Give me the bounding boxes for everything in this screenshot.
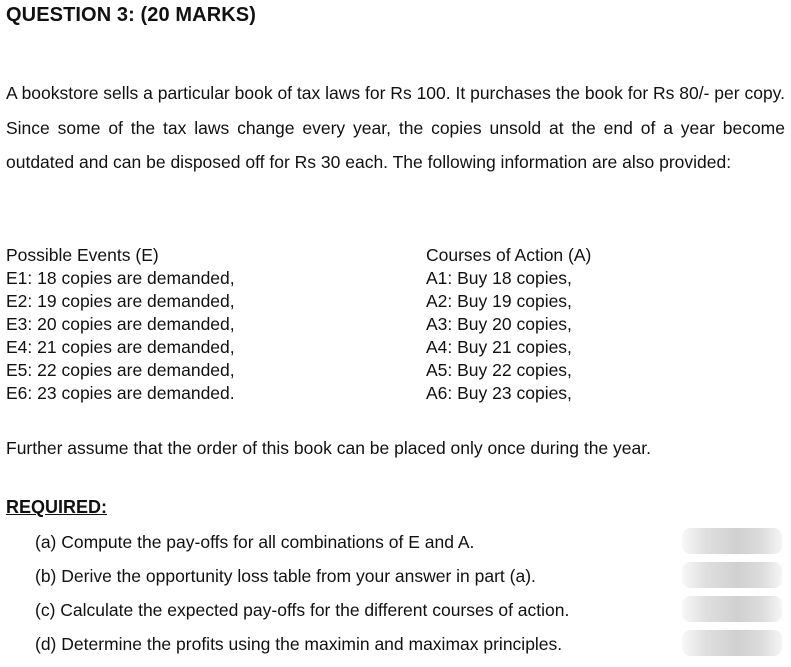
event-item: E2: 19 copies are demanded, — [6, 291, 235, 311]
events-heading: Possible Events (E) — [6, 245, 159, 265]
required-heading: REQUIRED: — [6, 497, 108, 517]
further-assumption: Further assume that the order of this book can be placed only once during the year. — [6, 438, 651, 458]
event-item: E5: 22 copies are demanded, — [6, 360, 235, 380]
required-list — [35, 531, 569, 667]
action-item: A4: Buy 21 copies, — [426, 337, 572, 357]
action-item: A6: Buy 23 copies, — [426, 383, 572, 403]
action-item: A2: Buy 19 copies, — [426, 291, 572, 311]
actions-column — [426, 244, 591, 405]
action-item: A1: Buy 18 copies, — [426, 268, 572, 288]
actions-heading: Courses of Action (A) — [426, 245, 592, 265]
action-item: A5: Buy 22 copies, — [426, 360, 572, 380]
blurred-marks — [682, 630, 782, 656]
blurred-marks — [682, 562, 782, 588]
blurred-marks — [682, 528, 782, 554]
question-title: QUESTION 3: (20 MARKS) — [6, 4, 257, 26]
blurred-marks — [682, 596, 782, 622]
blurred-marks-column — [682, 528, 782, 664]
event-item: E6: 23 copies are demanded. — [6, 383, 235, 403]
event-item: E3: 20 copies are demanded, — [6, 314, 235, 334]
required-item-c: (c) Calculate the expected pay-offs for the different courses of action. — [35, 600, 570, 620]
required-item-a: (a) Compute the pay-offs for all combinations of E and A. — [35, 532, 475, 552]
event-item: E4: 21 copies are demanded, — [6, 337, 235, 357]
events-column — [6, 244, 235, 405]
action-item: A3: Buy 20 copies, — [426, 314, 572, 334]
question-paragraph: A bookstore sells a particular book of tax laws for Rs 100. It purchases the book for Rs 80/- per copy. Since some of the tax laws change every year, the copies unsold at the end of a year become outdated and can be disposed off for Rs 30 each. The following information are also provided: — [6, 83, 785, 172]
required-item-d: (d) Determine the profits using the maximin and maximax principles. — [35, 634, 563, 654]
event-item: E1: 18 copies are demanded, — [6, 268, 235, 288]
required-item-b: (b) Derive the opportunity loss table from your answer in part (a). — [35, 566, 536, 586]
